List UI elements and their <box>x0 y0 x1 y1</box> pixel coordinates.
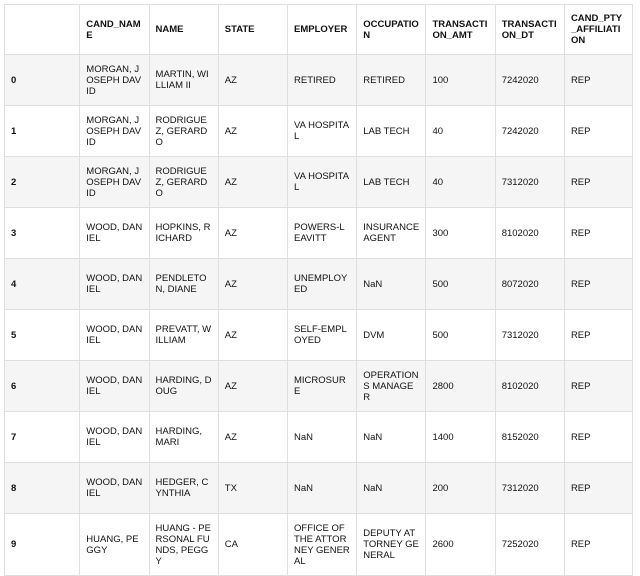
row-index: 8 <box>5 463 80 514</box>
dataframe-table <box>4 4 633 576</box>
cell-occupation: DVM <box>357 310 426 361</box>
column-header-cand-name: CAND_NAME <box>80 5 149 55</box>
cell-transaction-amt: 100 <box>426 55 495 106</box>
table-row <box>5 463 633 514</box>
row-index: 4 <box>5 259 80 310</box>
cell-transaction-amt: 1400 <box>426 412 495 463</box>
cell-employer: POWERS-LEAVITT <box>288 208 357 259</box>
cell-name: RODRIGUEZ, GERARDO <box>149 157 218 208</box>
cell-state: AZ <box>218 106 287 157</box>
cell-cand-name: WOOD, DANIEL <box>80 412 149 463</box>
cell-name: HARDING, DOUG <box>149 361 218 412</box>
cell-occupation: LAB TECH <box>357 106 426 157</box>
cell-employer: RETIRED <box>288 55 357 106</box>
cell-name: HOPKINS, RICHARD <box>149 208 218 259</box>
cell-transaction-amt: 500 <box>426 310 495 361</box>
table-row <box>5 208 633 259</box>
cell-occupation: OPERATIONS MANAGER <box>357 361 426 412</box>
column-header-occupation: OCCUPATION <box>357 5 426 55</box>
cell-transaction-amt: 2600 <box>426 514 495 576</box>
cell-state: AZ <box>218 157 287 208</box>
column-header-name: NAME <box>149 5 218 55</box>
cell-transaction-dt: 7242020 <box>495 106 564 157</box>
column-header-employer: EMPLOYER <box>288 5 357 55</box>
cell-party: REP <box>564 514 632 576</box>
cell-occupation: INSURANCE AGENT <box>357 208 426 259</box>
cell-name: HUANG - PERSONAL FUNDS, PEGGY <box>149 514 218 576</box>
cell-transaction-amt: 40 <box>426 106 495 157</box>
cell-transaction-dt: 8102020 <box>495 208 564 259</box>
column-header-transaction-dt: TRANSACTION_DT <box>495 5 564 55</box>
cell-cand-name: WOOD, DANIEL <box>80 259 149 310</box>
cell-cand-name: HUANG, PEGGY <box>80 514 149 576</box>
cell-cand-name: MORGAN, JOSEPH DAVID <box>80 106 149 157</box>
cell-party: REP <box>564 208 632 259</box>
cell-transaction-dt: 7312020 <box>495 463 564 514</box>
cell-occupation: NaN <box>357 412 426 463</box>
cell-party: REP <box>564 412 632 463</box>
cell-occupation: NaN <box>357 259 426 310</box>
column-header-state: STATE <box>218 5 287 55</box>
table-row <box>5 55 633 106</box>
cell-occupation: NaN <box>357 463 426 514</box>
cell-employer: SELF-EMPLOYED <box>288 310 357 361</box>
cell-name: HARDING, MARI <box>149 412 218 463</box>
column-header-cand-pty-affiliation: CAND_PTY_AFFILIATION <box>564 5 632 55</box>
table-row <box>5 157 633 208</box>
cell-transaction-amt: 200 <box>426 463 495 514</box>
cell-transaction-amt: 500 <box>426 259 495 310</box>
table-body <box>5 55 633 576</box>
cell-transaction-dt: 7242020 <box>495 55 564 106</box>
cell-employer: MICROSURE <box>288 361 357 412</box>
row-index: 7 <box>5 412 80 463</box>
cell-state: TX <box>218 463 287 514</box>
cell-party: REP <box>564 463 632 514</box>
cell-state: AZ <box>218 259 287 310</box>
cell-transaction-dt: 7312020 <box>495 157 564 208</box>
cell-party: REP <box>564 259 632 310</box>
cell-employer: VA HOSPITAL <box>288 157 357 208</box>
cell-cand-name: MORGAN, JOSEPH DAVID <box>80 55 149 106</box>
cell-transaction-dt: 7252020 <box>495 514 564 576</box>
row-index: 9 <box>5 514 80 576</box>
cell-transaction-dt: 8072020 <box>495 259 564 310</box>
cell-state: AZ <box>218 361 287 412</box>
table-row <box>5 310 633 361</box>
cell-name: PREVATT, WILLIAM <box>149 310 218 361</box>
cell-employer: UNEMPLOYED <box>288 259 357 310</box>
cell-name: PENDLETON, DIANE <box>149 259 218 310</box>
row-index: 6 <box>5 361 80 412</box>
row-index: 3 <box>5 208 80 259</box>
table-row <box>5 412 633 463</box>
cell-transaction-dt: 8152020 <box>495 412 564 463</box>
cell-cand-name: MORGAN, JOSEPH DAVID <box>80 157 149 208</box>
cell-transaction-amt: 40 <box>426 157 495 208</box>
cell-party: REP <box>564 361 632 412</box>
cell-state: AZ <box>218 412 287 463</box>
column-header-transaction-amt: TRANSACTION_AMT <box>426 5 495 55</box>
cell-transaction-amt: 2800 <box>426 361 495 412</box>
cell-transaction-amt: 300 <box>426 208 495 259</box>
cell-party: REP <box>564 55 632 106</box>
table-row <box>5 514 633 576</box>
cell-employer: VA HOSPITAL <box>288 106 357 157</box>
cell-name: RODRIGUEZ, GERARDO <box>149 106 218 157</box>
cell-occupation: LAB TECH <box>357 157 426 208</box>
cell-state: AZ <box>218 55 287 106</box>
cell-name: MARTIN, WILLIAM II <box>149 55 218 106</box>
cell-occupation: RETIRED <box>357 55 426 106</box>
table-row <box>5 361 633 412</box>
cell-state: AZ <box>218 310 287 361</box>
table-row <box>5 106 633 157</box>
cell-party: REP <box>564 310 632 361</box>
cell-employer: NaN <box>288 463 357 514</box>
row-index: 2 <box>5 157 80 208</box>
cell-employer: OFFICE OF THE ATTORNEY GENERAL <box>288 514 357 576</box>
cell-cand-name: WOOD, DANIEL <box>80 208 149 259</box>
cell-occupation: DEPUTY ATTORNEY GENERAL <box>357 514 426 576</box>
index-header <box>5 5 80 55</box>
cell-employer: NaN <box>288 412 357 463</box>
cell-state: CA <box>218 514 287 576</box>
cell-party: REP <box>564 106 632 157</box>
cell-cand-name: WOOD, DANIEL <box>80 361 149 412</box>
table-row <box>5 259 633 310</box>
cell-cand-name: WOOD, DANIEL <box>80 463 149 514</box>
row-index: 5 <box>5 310 80 361</box>
cell-transaction-dt: 8102020 <box>495 361 564 412</box>
cell-name: HEDGER, CYNTHIA <box>149 463 218 514</box>
cell-state: AZ <box>218 208 287 259</box>
row-index: 0 <box>5 55 80 106</box>
table-header <box>5 5 633 55</box>
cell-cand-name: WOOD, DANIEL <box>80 310 149 361</box>
cell-transaction-dt: 7312020 <box>495 310 564 361</box>
cell-party: REP <box>564 157 632 208</box>
header-row <box>5 5 633 55</box>
row-index: 1 <box>5 106 80 157</box>
